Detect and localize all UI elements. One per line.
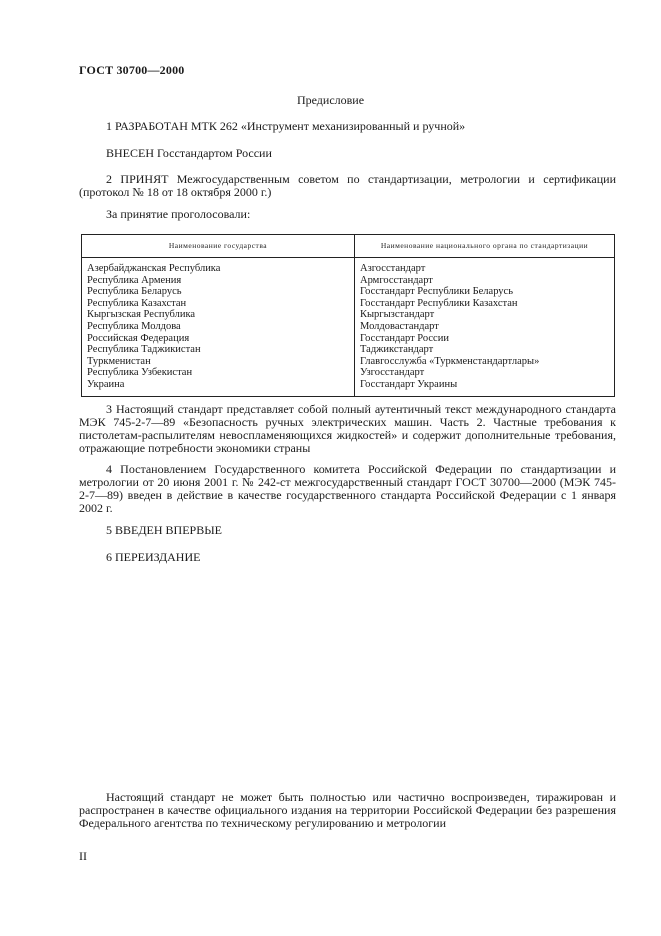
paragraph-copyright-notice: Настоящий стандарт не может быть полностью или частично воспроизведен, тиражирован и распространен в качестве официального издания на территории Российской Федерации без разрешения Федерального агентства по техническому регулированию и метрологии <box>79 790 616 830</box>
state-name: Республика Молдова <box>87 320 181 332</box>
table-header-state: Наименование государства <box>82 235 355 258</box>
table-body-row <box>82 258 615 397</box>
authority-name: Кыргызстандарт <box>360 309 435 321</box>
section-title: Предисловие <box>296 93 365 107</box>
state-name: Российская Федерация <box>87 332 190 344</box>
paragraph-first-introduced: 5 ВВЕДЕН ВПЕРВЫЕ <box>106 523 222 537</box>
authority-name: Госстандарт России <box>360 332 449 344</box>
authority-name: Госстандарт Республики Беларусь <box>360 286 514 298</box>
authority-name: Азгосстандарт <box>360 263 426 274</box>
state-name: Кыргызская Республика <box>87 309 196 321</box>
states-column <box>82 258 355 397</box>
paragraph-resolution: 4 Постановлением Государственного комитета Российской Федерации по стандартизации и метрологии от 20 июня 2001 г. № 242-ст межгосударственный стандарт ГОСТ 30700—2000 (МЭК 745-2-7—89) введен в действие в качестве государственного стандарта Российской Федерации с 1 января 2002 г. <box>79 462 616 515</box>
state-name: Республика Таджикистан <box>87 344 201 356</box>
authority-name: Главгосслужба «Туркменстандартлары» <box>360 355 540 367</box>
authorities-column <box>355 258 615 397</box>
authority-name: Узгосстандарт <box>360 367 425 379</box>
state-name: Республика Узбекистан <box>87 367 193 379</box>
authority-name: Молдовастандарт <box>360 320 439 332</box>
authority-name: Армгосстандарт <box>360 274 433 286</box>
state-name: Республика Армения <box>87 274 182 286</box>
page-number: II <box>79 849 87 863</box>
state-name: Туркменистан <box>87 355 151 367</box>
authority-name: Госстандарт Украины <box>360 378 458 390</box>
paragraph-voted: За принятие проголосовали: <box>106 207 251 221</box>
state-name: Республика Беларусь <box>87 286 182 298</box>
table-header-row <box>82 235 615 258</box>
paragraph-authentic-text: 3 Настоящий стандарт представляет собой полный аутентичный текст международного стандарта МЭК 745-2-7—89 «Безопасность ручных электрических машин. Часть 2. Частные требования к пистолетам-распылителям невоспламеняющихся жидкостей» и содержит дополнительные требования, отражающие потребности экономики страны <box>79 402 616 455</box>
paragraph-introduced-by: ВНЕСЕН Госстандартом России <box>106 146 272 160</box>
state-name: Украина <box>87 378 125 390</box>
state-name: Республика Казахстан <box>87 297 187 309</box>
table-header-authority: Наименование национального органа по стандартизации <box>355 235 615 258</box>
paragraph-adopted: 2 ПРИНЯТ Межгосударственным советом по стандартизации, метрологии и сертификации (протокол № 18 от 18 октября 2000 г.) <box>79 172 616 199</box>
authority-name: Госстандарт Республики Казахстан <box>360 297 518 309</box>
document-header: ГОСТ 30700—2000 <box>79 63 185 77</box>
paragraph-developed-by: 1 РАЗРАБОТАН МТК 262 «Инструмент механизированный и ручной» <box>106 119 466 133</box>
voting-states-table <box>81 234 615 397</box>
paragraph-reissue: 6 ПЕРЕИЗДАНИЕ <box>106 550 201 564</box>
state-name: Азербайджанская Республика <box>87 263 221 274</box>
authority-name: Таджикстандарт <box>360 344 434 356</box>
